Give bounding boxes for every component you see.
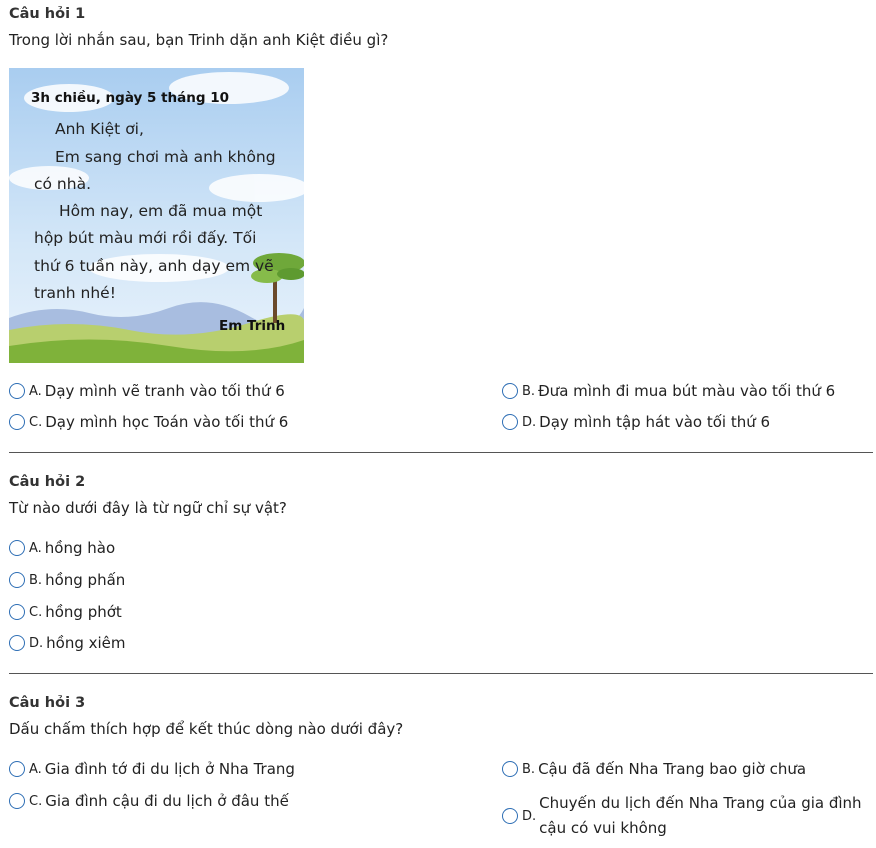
- option-letter: A.: [29, 383, 42, 399]
- option-text: Chuyến du lịch đến Nha Trang của gia đình cậu có vui không: [539, 794, 862, 837]
- radio-icon[interactable]: [9, 793, 25, 809]
- q1-option-b[interactable]: [502, 382, 835, 400]
- question-2-title: Câu hỏi 2: [9, 474, 86, 490]
- question-1-text: Trong lời nhắn sau, bạn Trinh dặn anh Kiệt điều gì?: [9, 31, 389, 49]
- q2-option-c[interactable]: [9, 603, 122, 621]
- option-text: Dạy mình học Toán vào tối thứ 6: [45, 413, 289, 431]
- note-line: hộp bút màu mới rồi đấy. Tối: [34, 229, 257, 247]
- radio-icon[interactable]: [502, 761, 518, 777]
- q2-option-b[interactable]: [9, 571, 125, 589]
- option-letter: B.: [522, 761, 536, 777]
- divider: [9, 452, 873, 453]
- radio-icon[interactable]: [9, 572, 25, 588]
- radio-icon[interactable]: [502, 808, 518, 824]
- q2-option-a[interactable]: [9, 539, 115, 557]
- option-letter: B.: [29, 572, 43, 588]
- radio-icon[interactable]: [9, 540, 25, 556]
- q1-option-d[interactable]: [502, 413, 770, 431]
- note-date: 3h chiều, ngày 5 tháng 10: [31, 90, 230, 106]
- note-signature: Em Trinh: [219, 318, 286, 334]
- option-text: Dạy mình vẽ tranh vào tối thứ 6: [44, 382, 285, 400]
- option-text: hồng hào: [44, 539, 116, 557]
- note-line: Anh Kiệt ơi,: [55, 120, 144, 138]
- note-image: [9, 68, 304, 363]
- option-text: Cậu đã đến Nha Trang bao giờ chưa: [538, 760, 807, 778]
- q3-option-a[interactable]: [9, 760, 295, 778]
- question-2-text: Từ nào dưới đây là từ ngữ chỉ sự vật?: [9, 499, 287, 517]
- radio-icon[interactable]: [502, 383, 518, 399]
- radio-icon[interactable]: [9, 414, 25, 430]
- note-line: tranh nhé!: [34, 284, 116, 302]
- option-text: hồng xiêm: [46, 634, 126, 652]
- option-text: Dạy mình tập hát vào tối thứ 6: [539, 413, 771, 431]
- option-letter: A.: [29, 540, 42, 556]
- radio-icon[interactable]: [9, 383, 25, 399]
- note-line: Hôm nay, em đã mua một: [59, 202, 263, 220]
- radio-icon[interactable]: [9, 761, 25, 777]
- option-letter: D.: [522, 414, 537, 430]
- q3-option-d[interactable]: [502, 791, 869, 841]
- option-text: hồng phấn: [45, 571, 126, 589]
- radio-icon[interactable]: [502, 414, 518, 430]
- option-text: Đưa mình đi mua bút màu vào tối thứ 6: [538, 382, 836, 400]
- option-text: hồng phớt: [45, 603, 122, 621]
- question-3-title: Câu hỏi 3: [9, 695, 86, 711]
- q3-option-b[interactable]: [502, 760, 806, 778]
- option-letter: B.: [522, 383, 536, 399]
- option-letter: C.: [29, 604, 43, 620]
- option-letter: A.: [29, 761, 42, 777]
- q1-option-c[interactable]: [9, 413, 288, 431]
- question-1-title: Câu hỏi 1: [9, 6, 86, 22]
- radio-icon[interactable]: [9, 604, 25, 620]
- note-line: thứ 6 tuần này, anh dạy em vẽ: [34, 257, 274, 275]
- note-line: có nhà.: [34, 175, 92, 193]
- q3-option-c[interactable]: [9, 792, 289, 810]
- option-letter: C.: [29, 414, 43, 430]
- option-text: Gia đình tớ đi du lịch ở Nha Trang: [44, 760, 295, 778]
- option-letter: D.: [522, 808, 537, 824]
- q2-option-d[interactable]: [9, 634, 126, 652]
- question-3-text: Dấu chấm thích hợp để kết thúc dòng nào dưới đây?: [9, 720, 404, 738]
- option-letter: C.: [29, 793, 43, 809]
- note-line: Em sang chơi mà anh không: [55, 148, 276, 166]
- divider: [9, 673, 873, 674]
- option-text: Gia đình cậu đi du lịch ở đâu thế: [45, 792, 289, 810]
- option-letter: D.: [29, 635, 44, 651]
- radio-icon[interactable]: [9, 635, 25, 651]
- q1-option-a[interactable]: [9, 382, 285, 400]
